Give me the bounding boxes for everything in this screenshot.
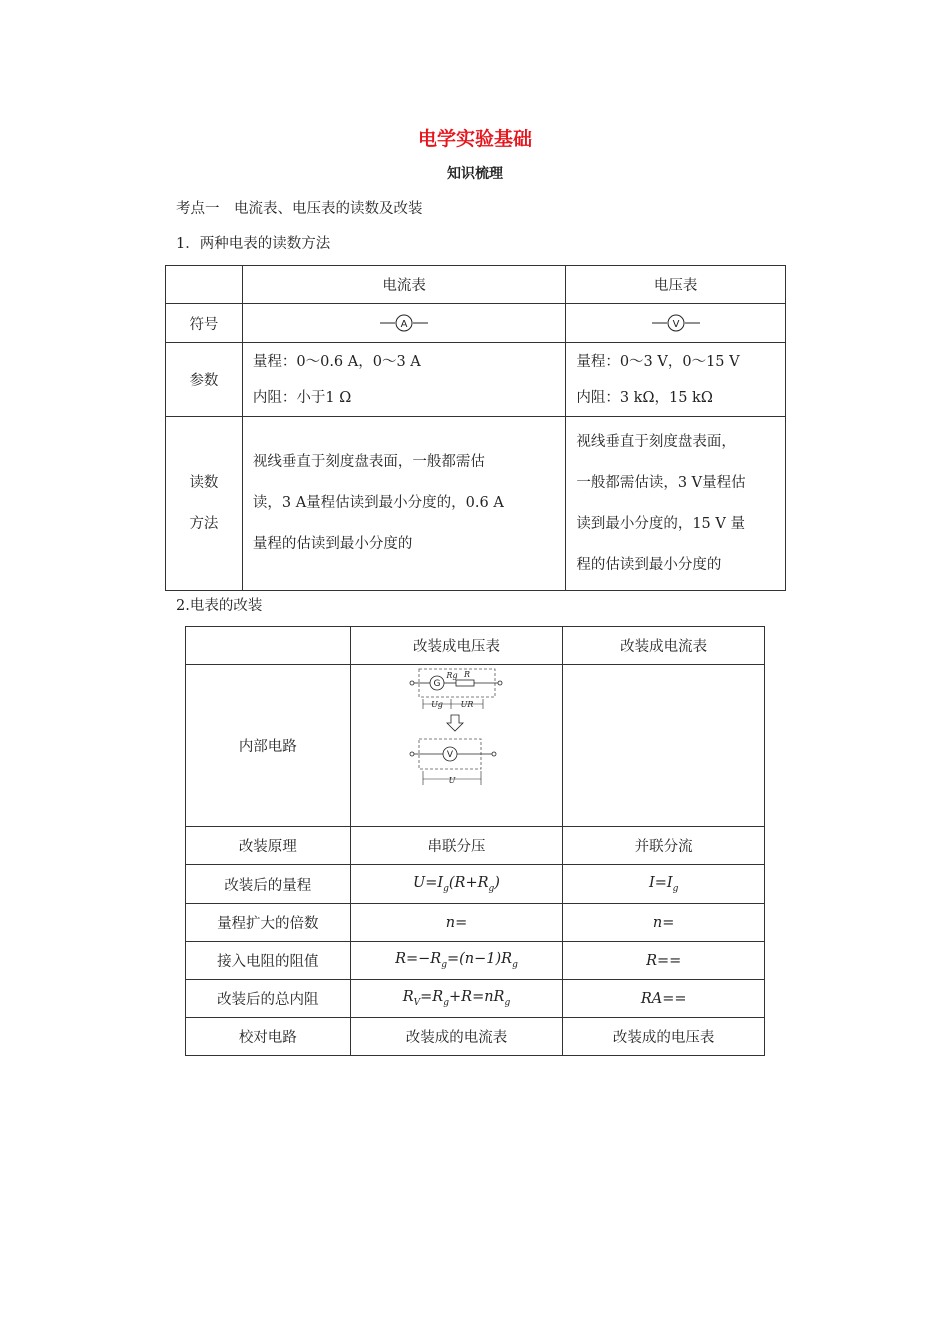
page-subtitle: 知识梳理	[447, 166, 503, 182]
voltmeter-method-line: 读到最小分度的，15 V 量	[576, 515, 745, 532]
row-label-method	[166, 417, 243, 591]
voltmeter-method-line: 程的估读到最小分度的	[576, 556, 722, 573]
row-label-symbol: 符号	[166, 304, 243, 343]
meter-reading-table	[165, 265, 786, 591]
ammeter-range: 量程：0～0.6 A，0～3 A	[252, 353, 421, 370]
ammeter-circuit-cell	[563, 665, 765, 827]
voltmeter-symbol-icon	[650, 312, 702, 334]
ammeter-symbol-cell	[242, 304, 565, 343]
subsection-heading-1: 1．两种电表的读数方法	[176, 236, 331, 252]
row-label-method-line1: 读数	[189, 474, 219, 491]
ammeter-method-cell	[242, 417, 565, 591]
ammeter-method-line: 视线垂直于刻度盘表面，一般都需估	[252, 454, 485, 470]
voltmeter-range: 量程：0～3 V，0～15 V	[576, 353, 740, 370]
calibration-voltmeter: 改装成的电流表	[350, 1018, 563, 1056]
header-voltmeter: 电压表	[566, 266, 786, 304]
principle-ammeter: 并联分流	[563, 827, 765, 865]
calibration-ammeter: 改装成的电压表	[563, 1018, 765, 1056]
voltmeter-circuit-cell	[350, 665, 563, 827]
table-cell-empty	[166, 266, 243, 304]
voltmeter-method-cell	[566, 417, 786, 591]
voltmeter-symbol-letter: V	[672, 319, 680, 330]
factor-voltmeter: n=	[350, 904, 563, 942]
ammeter-resistance: 内阻：小于1 Ω	[252, 389, 352, 406]
row-label-calibration: 校对电路	[186, 1018, 351, 1056]
subsection-heading-2: 2.电表的改装	[176, 598, 263, 614]
header-to-ammeter: 改装成电流表	[563, 627, 765, 665]
voltmeter-resistance: 内阻：3 kΩ，15 kΩ	[576, 389, 713, 406]
voltmeter-params-cell	[566, 343, 786, 417]
internal-ammeter: RA==	[563, 980, 765, 1018]
rg-label: Rg	[446, 671, 459, 680]
voltmeter-method-line: 视线垂直于刻度盘表面，	[576, 433, 736, 450]
row-label-principle: 改装原理	[186, 827, 351, 865]
ammeter-symbol-letter: A	[400, 319, 408, 330]
ug-label: Ug	[431, 700, 444, 709]
voltmeter-method-line: 一般都需估读，3 V量程估	[576, 474, 746, 491]
meter-conversion-table	[185, 626, 765, 1056]
galvanometer-label: G	[433, 679, 441, 689]
range-ammeter-formula: $I=I_g$	[563, 865, 765, 904]
ur-label: UR	[461, 700, 474, 709]
principle-voltmeter: 串联分压	[350, 827, 563, 865]
factor-ammeter: n=	[563, 904, 765, 942]
voltmeter-symbol-cell	[566, 304, 786, 343]
range-voltmeter-formula: $U=I_g(R+R_g)$	[350, 865, 563, 904]
internal-voltmeter-formula: $R_V=R_g+R=nR_g$	[350, 980, 563, 1018]
table-cell-empty	[186, 627, 351, 665]
page-title: 电学实验基础	[417, 128, 532, 150]
resistor-voltmeter-formula: $R=-R_g=(n-1)R_g$	[350, 942, 563, 980]
row-label-circuit: 内部电路	[186, 665, 351, 827]
resistor-ammeter: R==	[563, 942, 765, 980]
arrow-down-icon	[447, 715, 463, 731]
header-to-voltmeter: 改装成电压表	[350, 627, 563, 665]
ammeter-symbol-icon	[378, 312, 430, 334]
row-label-internal: 改装后的总内阻	[186, 980, 351, 1018]
voltmeter-label: V	[447, 750, 454, 760]
ammeter-params-cell	[242, 343, 565, 417]
row-label-params: 参数	[166, 343, 243, 417]
header-ammeter: 电流表	[242, 266, 565, 304]
row-label-resistor: 接入电阻的阻值	[186, 942, 351, 980]
ammeter-method-line: 读，3 A量程估读到最小分度的，0.6 A	[252, 495, 504, 511]
u-label: U	[449, 776, 456, 785]
row-label-method-line2: 方法	[189, 515, 219, 532]
row-label-range: 改装后的量程	[186, 865, 351, 904]
section-heading: 考点一 电流表、电压表的读数及改装	[176, 201, 423, 217]
series-circuit-diagram	[409, 665, 503, 793]
row-label-factor: 量程扩大的倍数	[186, 904, 351, 942]
ammeter-method-line: 量程的估读到最小分度的	[252, 536, 413, 552]
r-label: R	[464, 670, 471, 679]
